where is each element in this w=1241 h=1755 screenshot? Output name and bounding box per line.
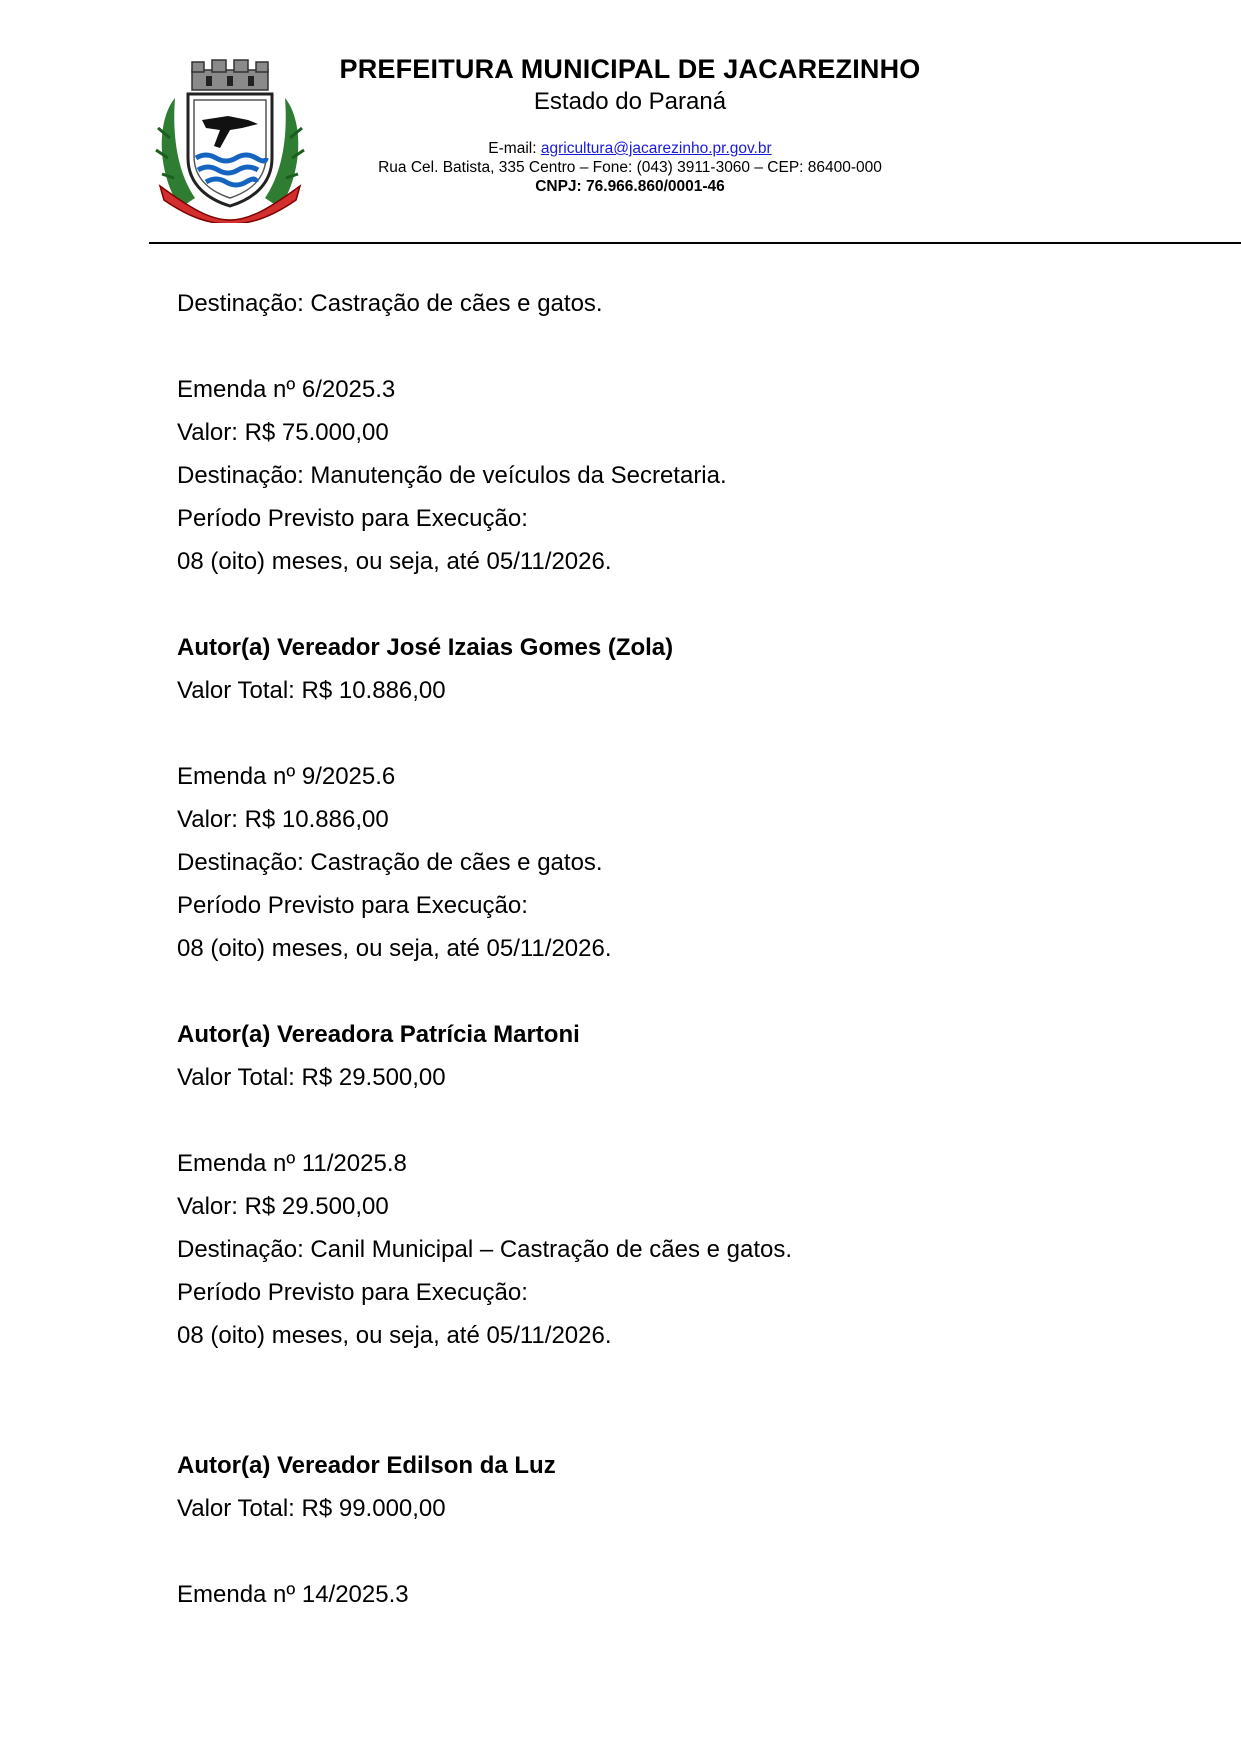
amendment-destination: Destinação: Castração de cães e gatos. bbox=[177, 849, 603, 876]
email-link[interactable]: agricultura@jacarezinho.pr.gov.br bbox=[540, 140, 772, 157]
amendment-value: Valor: R$ 75.000,00 bbox=[177, 419, 389, 446]
execution-period-label: Período Previsto para Execução: bbox=[177, 892, 528, 919]
amendment-number: Emenda nº 6/2025.3 bbox=[177, 376, 396, 403]
execution-period: 08 (oito) meses, ou seja, até 05/11/2026. bbox=[177, 1322, 612, 1349]
execution-period: 08 (oito) meses, ou seja, até 05/11/2026. bbox=[177, 548, 612, 575]
execution-period: 08 (oito) meses, ou seja, até 05/11/2026. bbox=[177, 935, 612, 962]
amendment-number: Emenda nº 11/2025.8 bbox=[177, 1150, 407, 1177]
email-label: E-mail: bbox=[488, 140, 541, 157]
address-line: Rua Cel. Batista, 335 Centro – Fone: (043) 3911-3060 – CEP: 86400-000 bbox=[378, 159, 882, 176]
state-name: Estado do Paraná bbox=[533, 88, 727, 115]
author-total: Valor Total: R$ 29.500,00 bbox=[177, 1064, 446, 1091]
amendment-value: Valor: R$ 29.500,00 bbox=[177, 1193, 389, 1220]
page-title: PREFEITURA MUNICIPAL DE JACAREZINHO bbox=[339, 54, 921, 84]
author-total: Valor Total: R$ 99.000,00 bbox=[177, 1495, 446, 1522]
execution-period-label: Período Previsto para Execução: bbox=[177, 1279, 528, 1306]
header-divider bbox=[149, 242, 1241, 244]
amendment-number: Emenda nº 9/2025.6 bbox=[177, 763, 396, 790]
author-heading: Autor(a) Vereador Edilson da Luz bbox=[177, 1452, 556, 1479]
text-line: Destinação: Castração de cães e gatos. bbox=[177, 290, 603, 317]
coat-of-arms-icon bbox=[150, 58, 310, 223]
cnpj-line: CNPJ: 76.966.860/0001-46 bbox=[535, 178, 725, 195]
author-total: Valor Total: R$ 10.886,00 bbox=[177, 677, 446, 704]
author-heading: Autor(a) Vereador José Izaias Gomes (Zola) bbox=[177, 634, 674, 661]
amendment-destination: Destinação: Canil Municipal – Castração de cães e gatos. bbox=[177, 1236, 792, 1263]
amendment-destination: Destinação: Manutenção de veículos da Secretaria. bbox=[177, 462, 727, 489]
email-line bbox=[330, 140, 930, 158]
author-heading: Autor(a) Vereadora Patrícia Martoni bbox=[177, 1021, 580, 1048]
amendment-value: Valor: R$ 10.886,00 bbox=[177, 806, 389, 833]
execution-period-label: Período Previsto para Execução: bbox=[177, 505, 528, 532]
amendment-number: Emenda nº 14/2025.3 bbox=[177, 1581, 409, 1608]
letterhead bbox=[0, 0, 1241, 245]
